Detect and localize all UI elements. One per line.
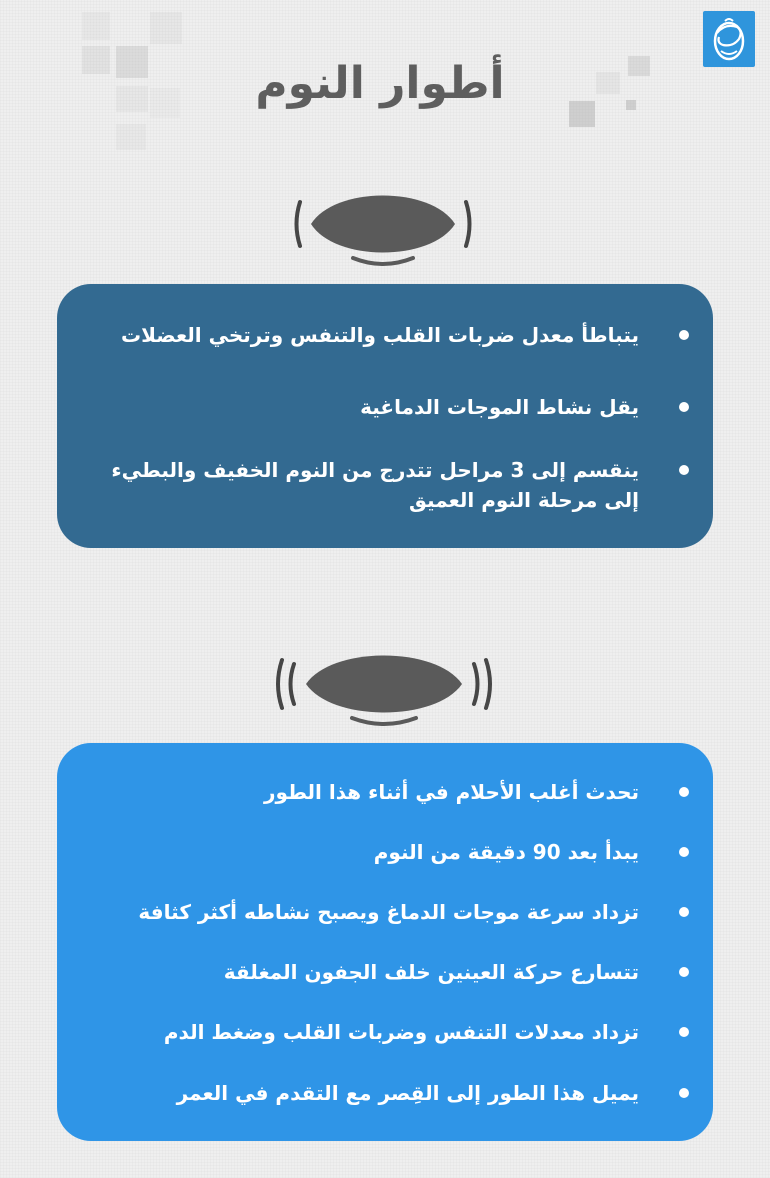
decorative-square	[569, 101, 595, 127]
decorative-square	[116, 124, 146, 150]
moving-closed-eye-icon	[270, 638, 498, 730]
list-item: يبدأ بعد 90 دقيقة من النوم	[373, 840, 639, 864]
closed-eye-icon	[283, 178, 483, 270]
list-item: ينقسم إلى 3 مراحل تتدرج من النوم الخفيف والبطيء إلى مرحلة النوم العميق	[111, 458, 639, 512]
decorative-square	[82, 12, 110, 40]
list-item: تحدث أغلب الأحلام في أثناء هذا الطور	[264, 780, 639, 804]
bullet-icon	[679, 330, 689, 340]
nrem-stage-card	[57, 284, 713, 548]
decorative-square	[116, 46, 148, 78]
bullet-icon	[679, 1027, 689, 1037]
list-item: تتسارع حركة العينين خلف الجفون المغلقة	[223, 960, 639, 984]
bullet-icon	[679, 402, 689, 412]
decorative-square	[116, 86, 148, 112]
list-item: تزداد معدلات التنفس وضربات القلب وضغط الدم	[163, 1020, 639, 1044]
decorative-square	[626, 100, 636, 110]
decorative-square	[628, 56, 650, 76]
bullet-icon	[679, 787, 689, 797]
rem-stage-card	[57, 743, 713, 1141]
bullet-icon	[679, 967, 689, 977]
decorative-square	[150, 88, 180, 118]
list-item: يتباطأ معدل ضربات القلب والتنفس وترتخي العضلات	[120, 323, 639, 347]
bullet-icon	[679, 465, 689, 475]
list-item: يقل نشاط الموجات الدماغية	[360, 395, 639, 419]
bullet-icon	[679, 1088, 689, 1098]
list-item: تزداد سرعة موجات الدماغ ويصبح نشاطه أكثر كثافة	[138, 900, 639, 924]
bullet-icon	[679, 907, 689, 917]
bullet-icon	[679, 847, 689, 857]
decorative-square	[150, 12, 182, 44]
decorative-square	[82, 46, 110, 74]
list-item: يميل هذا الطور إلى القِصر مع التقدم في العمر	[176, 1081, 639, 1105]
page-title: أطوار النوم	[255, 58, 505, 109]
al-jazeera-logo-glyph	[703, 11, 755, 67]
al-jazeera-logo-icon	[703, 11, 755, 67]
decorative-square	[596, 72, 620, 94]
